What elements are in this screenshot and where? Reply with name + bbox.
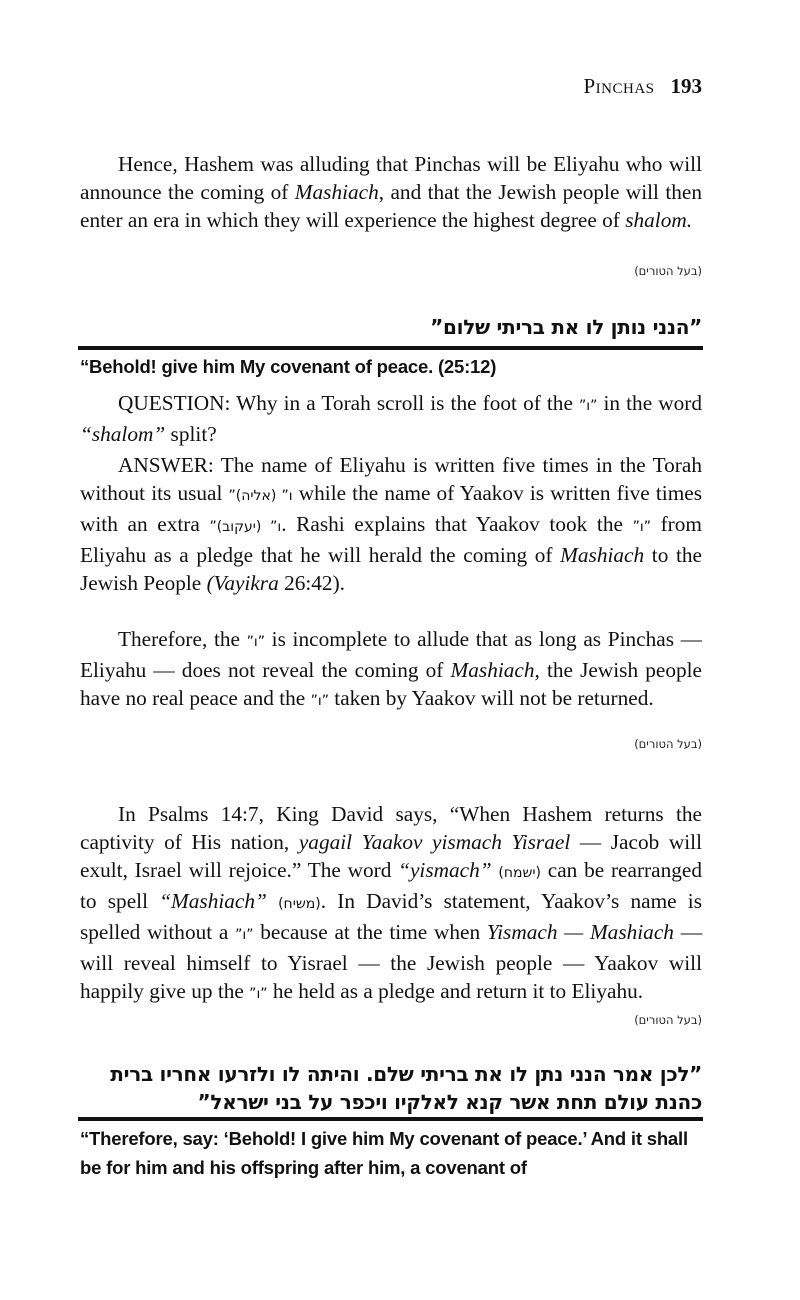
heading-rule xyxy=(78,346,703,350)
hebrew-term: ”ו” (אליה) xyxy=(228,488,293,504)
question-paragraph: QUESTION: Why in a Torah scroll is the foot of the ”ו” in the word “shalom” split? xyxy=(80,391,703,446)
hebrew-term: ”ו” xyxy=(249,986,268,1002)
page-number: 193 xyxy=(670,74,702,98)
psalms-paragraph: In Psalms 14:7, King David says, “When Hashem returns the captivity of His nation, yagail Yaakov yismach Yisrael — Jacob will exult, Israel will rejoice.” The word “yismach” (ישמח) can be rearranged to spell “Mashiach” (משיח). In David’s statement, Yaakov’s name is spelled without a ”ו” because at the time when Yismach — Mashiach — will reveal himself to Yisrael — the Jewish people — Yaakov will happily give up the ”ו” he held as a pledge and return it to Eliyahu. xyxy=(80,802,702,1003)
heading-rule xyxy=(78,1117,703,1121)
italic-term: yagail Yaakov yismach Yisrael xyxy=(298,830,571,854)
italic-term: Mashiach xyxy=(450,658,535,682)
running-head-title: Pinchas xyxy=(583,74,655,98)
italic-term: Mashiach xyxy=(294,180,379,204)
verse-english-heading: “Therefore, say: ‘Behold! I give him My covenant of peace.’ And it shall be for him and his offspring after him, a covenant of xyxy=(80,1128,688,1178)
italic-term: (Vayikra xyxy=(206,571,279,595)
citation-baal-haturim: (בעל הטורים) xyxy=(634,1013,702,1027)
italic-term: Yismach — Mashiach xyxy=(486,920,674,944)
verse-english-heading: “Behold! give him My covenant of peace. (25:12) xyxy=(80,356,497,377)
hebrew-term: (ישמח) xyxy=(498,865,542,881)
verse-hebrew-heading-line-1: ”לכן אמר הנני נתן לו את בריתי שלם. והיתה לו ולזרעו אחריו ברית xyxy=(110,1062,702,1086)
verse-hebrew-heading-line-2: כהנת עולם תחת אשר קנא לאלקיו ויכפר על בני ישראל” xyxy=(197,1090,702,1114)
italic-term: “Mashiach” xyxy=(159,889,267,913)
hebrew-term: ”ו” xyxy=(632,519,651,535)
hebrew-term: ”ו” (יעקוב) xyxy=(209,519,282,535)
answer-paragraph: ANSWER: The name of Eliyahu is written five times in the Torah without its usual ”ו” (אליה) while the name of Yaakov is written five times with an extra ”ו” (יעקוב). Rashi explains that Yaakov took the ”ו” from Eliyahu as a pledge that he will herald the coming of Mashiach to the Jewish People (Vayikra 26:42). xyxy=(80,453,702,595)
verse-hebrew-heading: ”הנני נותן לו את בריתי שלום” xyxy=(430,315,702,339)
citation-baal-haturim: (בעל הטורים) xyxy=(634,264,702,278)
intro-paragraph: Hence, Hashem was alluding that Pinchas will be Eliyahu who will announce the coming of Mashiach, and that the Jewish people will then enter an era in which they will experience the highest degree of shalom. xyxy=(80,152,702,232)
hebrew-term: ”ו” xyxy=(235,927,254,943)
hebrew-term: ”ו” xyxy=(579,398,598,414)
citation-baal-haturim: (בעל הטורים) xyxy=(634,737,702,751)
therefore-paragraph: Therefore, the ”ו” is incomplete to allude that as long as Pinchas — Eliyahu — does not reveal the coming of Mashiach, the Jewish people have no real peace and the ”ו” taken by Yaakov will not be returned. xyxy=(80,627,702,710)
hebrew-term: ”ו” xyxy=(246,634,265,650)
italic-term: Mashiach xyxy=(560,543,645,567)
hebrew-term: ”ו” xyxy=(310,693,329,709)
italic-term: “yismach” xyxy=(398,858,492,882)
running-head xyxy=(583,74,702,99)
hebrew-term: (משיח) xyxy=(278,896,321,912)
italic-term: “shalom” xyxy=(80,422,166,446)
italic-term: shalom. xyxy=(625,208,693,232)
